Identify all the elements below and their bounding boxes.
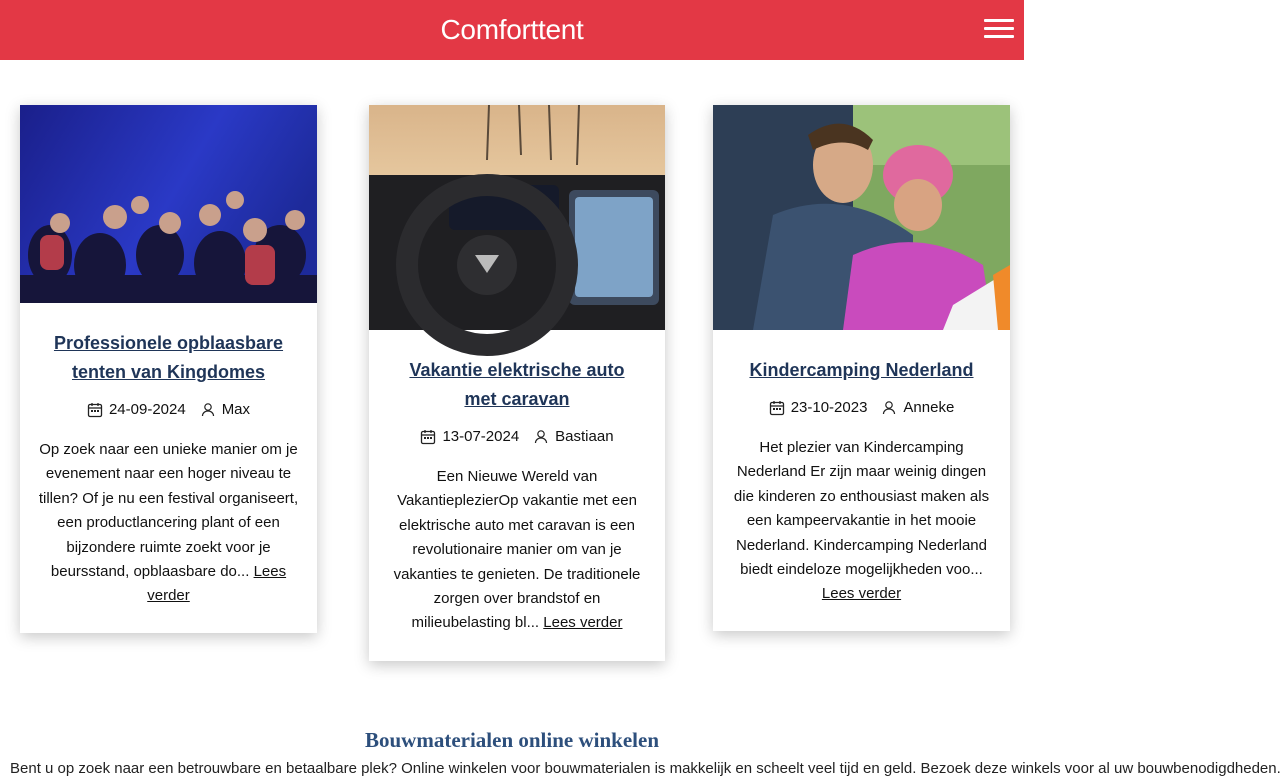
- post-title-link[interactable]: Kindercamping Nederland: [749, 360, 974, 380]
- calendar-icon: [769, 400, 785, 416]
- calendar-icon: [87, 402, 103, 418]
- read-more-link[interactable]: Lees verder: [821, 585, 902, 603]
- post-card: [369, 105, 665, 661]
- post-date: 13-07-2024: [442, 428, 520, 445]
- calendar-icon: [420, 429, 436, 445]
- section-text: Bent u op zoek naar een betrouwbare en betaalbare plek? Online winkelen voor bouwmaterialen is makkelijk en scheelt veel tijd en geld. Bezoek deze winkels voor al uw bouwbenodigdheden.: [10, 760, 1281, 777]
- user-icon: [881, 400, 897, 416]
- post-meta: [713, 399, 1010, 416]
- post-excerpt: [369, 465, 665, 636]
- post-title-link[interactable]: Vakantie elektrische auto met caravan: [409, 360, 625, 409]
- section-title: Bouwmaterialen online winkelen: [364, 728, 659, 752]
- site-header: [0, 0, 1024, 60]
- site-title[interactable]: Comforttent: [440, 14, 584, 45]
- post-excerpt: [20, 438, 317, 609]
- post-author: Max: [221, 401, 251, 418]
- post-image-father-daughter[interactable]: [713, 105, 1010, 330]
- post-title-link[interactable]: Professionele opblaasbare tenten van Kingdomes: [53, 333, 284, 382]
- read-more-link[interactable]: Lees verder: [147, 563, 287, 605]
- user-icon: [200, 402, 216, 418]
- post-meta: [369, 428, 665, 445]
- hamburger-menu-icon[interactable]: [984, 19, 1014, 41]
- post-author: Anneke: [903, 399, 955, 416]
- post-date: 24-09-2024: [108, 401, 186, 418]
- post-author: Bastiaan: [555, 428, 614, 445]
- post-date: 23-10-2023: [790, 399, 868, 416]
- post-card: [713, 105, 1010, 631]
- post-image-car-interior[interactable]: [369, 105, 665, 330]
- post-excerpt-text: Op zoek naar een unieke manier om je evenement naar een hoger niveau te tillen? Of je nu een festival organiseert, een productlancering plant of een bijzondere ruimte zoekt voor je beursstand, opblaasbare do...: [38, 441, 299, 581]
- post-meta: [20, 401, 317, 418]
- read-more-link[interactable]: Lees verder: [543, 614, 623, 632]
- post-card: [20, 105, 317, 633]
- post-excerpt-text: Een Nieuwe Wereld van VakantieplezierOp vakantie met een elektrische auto met caravan is een revolutionaire manier om van je vakanties te genieten. De traditionele zorgen over brandstof en milieubelasting bl...: [393, 468, 641, 632]
- post-excerpt: [713, 436, 1010, 607]
- post-excerpt-text: Het plezier van Kindercamping Nederland Er zijn maar weinig dingen die kinderen zo enthousiast maken als een kampeervakantie in het mooie Nederland. Kindercamping Nederland biedt eindeloze mogelijkheden voo...: [733, 439, 990, 579]
- user-icon: [533, 429, 549, 445]
- post-image-audience[interactable]: [20, 105, 317, 303]
